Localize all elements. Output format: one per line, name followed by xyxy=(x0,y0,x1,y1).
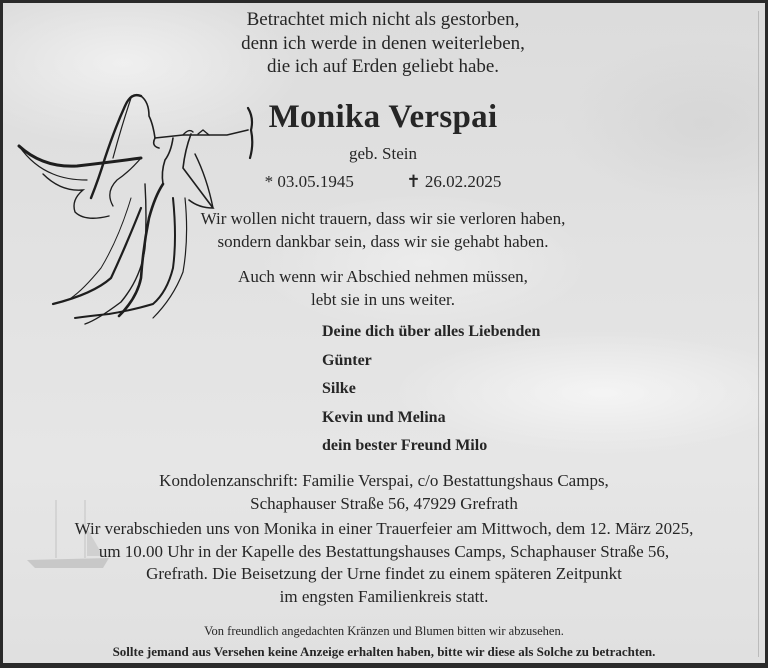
life-dates xyxy=(143,172,623,192)
birth-date: 03.05.1945 xyxy=(277,172,354,191)
ceremony-details xyxy=(3,518,765,608)
condolence-address xyxy=(3,469,765,515)
ceremony-line: um 10.00 Uhr in der Kapelle des Bestattungshauses Camps, Schaphauser Straße 56, xyxy=(98,541,670,561)
quote-gratitude xyxy=(143,207,623,253)
address-line: Kondolenzanschrift: Familie Verspai, c/o Bestattungshaus Camps, xyxy=(159,471,609,490)
death-cross-icon: ✝ xyxy=(406,172,421,191)
mourners-list xyxy=(322,322,540,465)
quote-line: lebt sie in uns weiter. xyxy=(310,290,455,309)
mourner: Günter xyxy=(322,351,372,369)
mourner: dein bester Freund Milo xyxy=(322,437,488,454)
quote-line: Wir wollen nicht trauern, dass wir sie verloren haben, xyxy=(200,209,566,228)
flowers-note: Von freundlich angedachten Kränzen und Blumen bitten wir abzusehen. xyxy=(204,624,564,638)
quote-farewell xyxy=(143,265,623,311)
mourner: Kevin und Melina xyxy=(322,408,446,426)
ceremony-line: Grefrath. Die Beisetzung der Urne findet zu einem späteren Zeitpunkt xyxy=(146,564,622,583)
ceremony-line: im engsten Familienkreis statt. xyxy=(279,586,489,606)
disclaimer: Sollte jemand aus Versehen keine Anzeige erhalten haben, bitte wir diese als Solche zu betrachten. xyxy=(112,644,656,659)
maiden-name: geb. Stein xyxy=(349,144,417,163)
ceremony-line: Wir verabschieden uns von Monika in einer Trauerfeier am Mittwoch, dem 12. März 2025, xyxy=(74,519,694,538)
poem xyxy=(143,8,623,79)
death-date: 26.02.2025 xyxy=(424,172,502,191)
mourner: Silke xyxy=(322,380,356,397)
deceased-name: Monika Verspai xyxy=(268,99,498,135)
mourners-heading: Deine dich über alles Liebenden xyxy=(322,323,541,340)
poem-line: Betrachtet mich nicht als gestorben, xyxy=(246,9,520,30)
obituary-notice xyxy=(3,3,765,663)
quote-line: Auch wenn wir Abschied nehmen müssen, xyxy=(238,267,528,286)
birth-star-icon: * xyxy=(264,172,274,191)
poem-line: die ich auf Erden geliebt habe. xyxy=(266,56,500,77)
address-line: Schaphauser Straße 56, 47929 Grefrath xyxy=(250,494,518,513)
quote-line: sondern dankbar sein, dass wir sie gehabt haben. xyxy=(217,232,549,251)
poem-line: denn ich werde in denen weiterleben, xyxy=(241,32,525,54)
